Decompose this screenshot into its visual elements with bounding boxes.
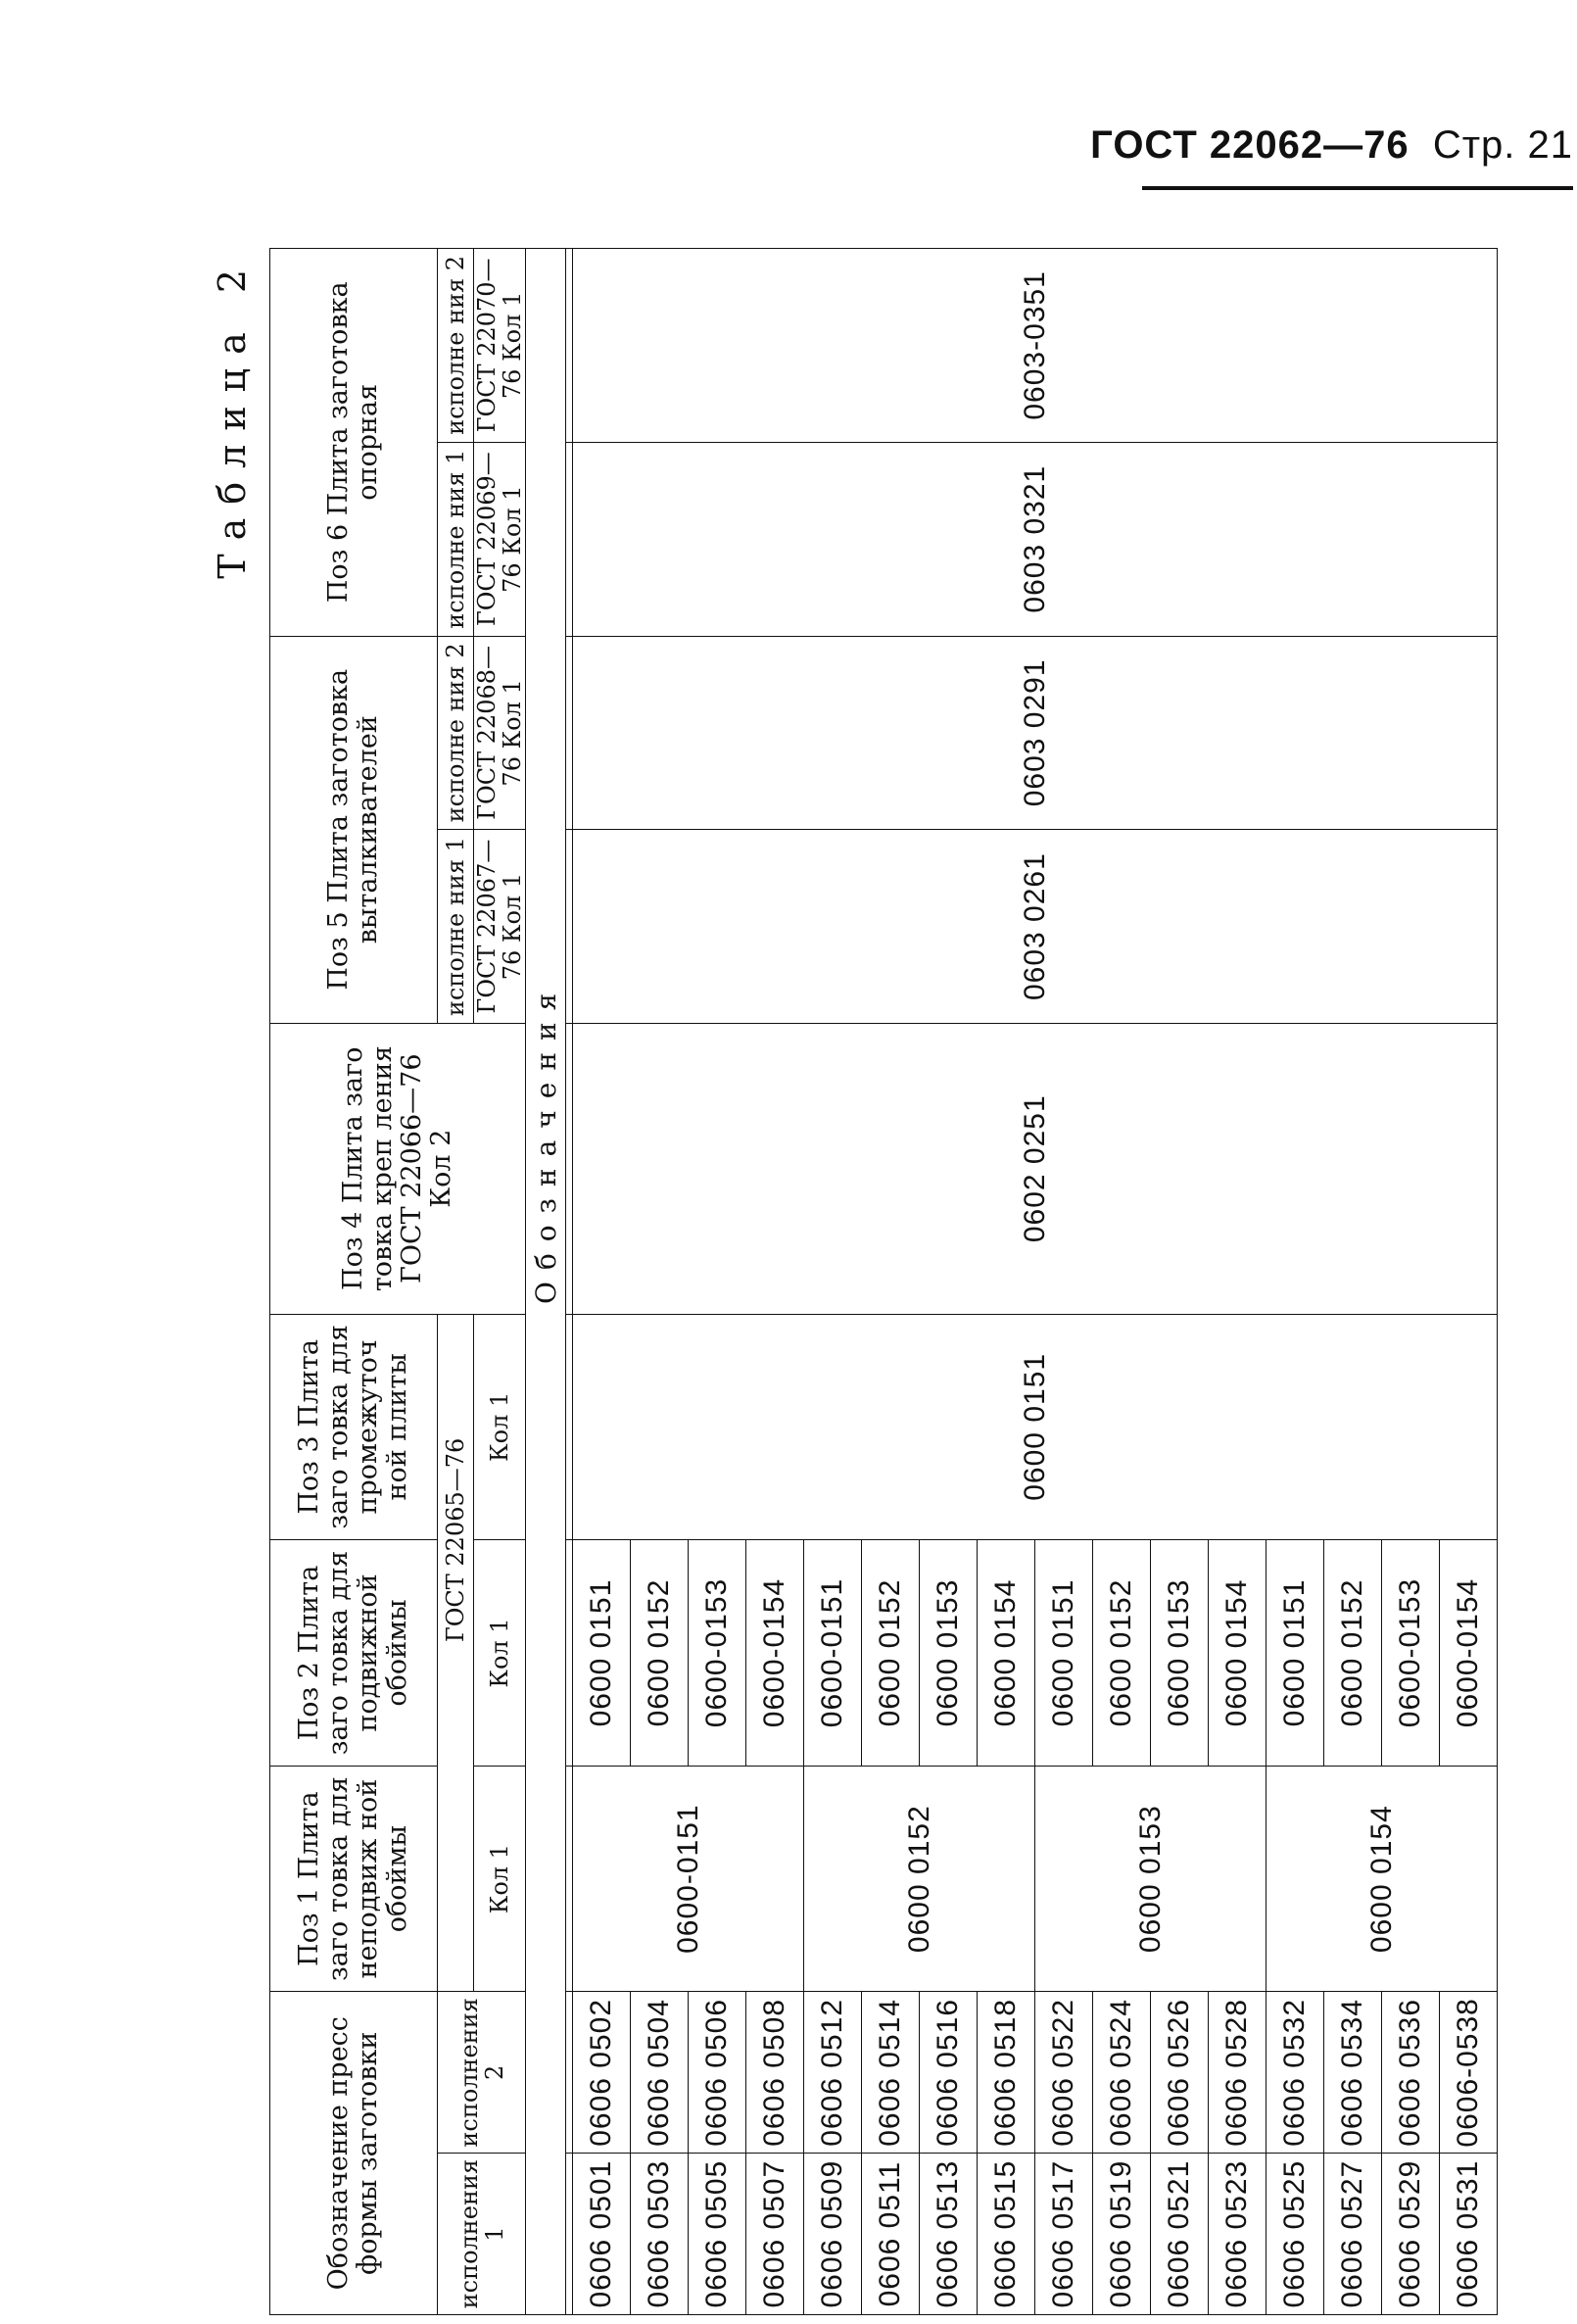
pos1-group-cell: 0600 0153 bbox=[1035, 1766, 1266, 1992]
table-body bbox=[566, 249, 1498, 2315]
gost-22065-header: ГОСТ 22065—76 bbox=[438, 1314, 474, 1766]
pos5-isp2-shared-cell: 0603 0291 bbox=[573, 636, 1498, 830]
exec1-cell: 0606 0519 bbox=[1093, 2154, 1151, 2315]
exec2-header: исполнения 2 bbox=[438, 1992, 526, 2154]
pos6-isp1-gost: ГОСТ 22069—76 Кол 1 bbox=[474, 442, 526, 636]
pos2-cell: 0600-0151 bbox=[804, 1540, 862, 1767]
press-form-header: Обозначение пресс формы заготовки bbox=[270, 1992, 438, 2315]
pos2-cell: 0600-0153 bbox=[1382, 1540, 1440, 1767]
pos2-cell: 0600-0153 bbox=[689, 1540, 746, 1767]
exec1-header: исполнения 1 bbox=[438, 2154, 526, 2315]
exec1-cell: 0606 0531 bbox=[1440, 2154, 1498, 2315]
pos6-isp2-shared-cell: 0603-0351 bbox=[573, 249, 1498, 443]
pos3-shared-cell: 0600 0151 bbox=[573, 1314, 1498, 1540]
exec2-cell: 0606 0506 bbox=[689, 1992, 746, 2154]
exec2-cell: 0606 0516 bbox=[920, 1992, 978, 2154]
oboznacheniya-label: Обозначения bbox=[526, 249, 566, 1315]
pos4-shared-cell: 0602 0251 bbox=[573, 1023, 1498, 1314]
pos1-gost-empty bbox=[438, 1766, 474, 1992]
exec2-cell: 0606 0532 bbox=[1266, 1992, 1324, 2154]
exec2-cell: 0606 0512 bbox=[804, 1992, 862, 2154]
exec2-cell: 0606 0504 bbox=[631, 1992, 689, 2154]
pos2-cell: 0600 0151 bbox=[1266, 1540, 1324, 1767]
exec1-cell: 0606 0513 bbox=[920, 2154, 978, 2315]
pos1-group-cell: 0600 0154 bbox=[1266, 1766, 1498, 1992]
exec2-cell: 0606 0528 bbox=[1209, 1992, 1266, 2154]
exec2-cell: 0606-0538 bbox=[1440, 1992, 1498, 2154]
pos2-cell: 0600 0152 bbox=[1324, 1540, 1382, 1767]
header-rule bbox=[1142, 186, 1573, 190]
pos1-header: Поз 1 Плита заго товка для неподвиж ной обоймы bbox=[270, 1766, 438, 1992]
pos3-header: Поз 3 Плита заго товка для промежуточ ной плиты bbox=[270, 1314, 438, 1540]
pos3-kol: Кол 1 bbox=[474, 1314, 526, 1540]
exec1-cell: 0606 0517 bbox=[1035, 2154, 1093, 2315]
pos2-cell: 0600 0152 bbox=[862, 1540, 920, 1767]
pos6-isp2-gost: ГОСТ 22070—76 Кол 1 bbox=[474, 249, 526, 443]
pos2-cell: 0600 0152 bbox=[1093, 1540, 1151, 1767]
pos2-kol: Кол 1 bbox=[474, 1540, 526, 1767]
pos5-header: Поз 5 Плита заготовка выталкивателей bbox=[270, 636, 438, 1023]
exec2-cell: 0606 0536 bbox=[1382, 1992, 1440, 2154]
pos2-cell: 0600 0153 bbox=[920, 1540, 978, 1767]
exec1-cell: 0606 0509 bbox=[804, 2154, 862, 2315]
table-title: Таблица 2 bbox=[211, 256, 254, 579]
page-number: Стр. 21 bbox=[1432, 123, 1573, 167]
rotated-table-wrapper bbox=[211, 228, 1562, 2315]
exec1-cell: 0606 0523 bbox=[1209, 2154, 1266, 2315]
double-rule-row bbox=[566, 249, 573, 2315]
pos6-isp1-header: исполне ния 1 bbox=[438, 442, 474, 636]
exec1-cell: 0606 0501 bbox=[573, 2154, 631, 2315]
exec1-cell: 0606 0515 bbox=[978, 2154, 1035, 2315]
pos5-isp2-header: исполне ния 2 bbox=[438, 636, 474, 830]
pos2-cell: 0600 0154 bbox=[1209, 1540, 1266, 1767]
pos2-cell: 0600-0154 bbox=[1440, 1540, 1498, 1767]
pos5-isp1-header: исполне ния 1 bbox=[438, 830, 474, 1024]
exec1-cell: 0606 0521 bbox=[1151, 2154, 1209, 2315]
pos1-kol: Кол 1 bbox=[474, 1766, 526, 1992]
pos2-cell: 0600 0151 bbox=[573, 1540, 631, 1767]
pos6-header: Поз 6 Плита заготовка опорная bbox=[270, 249, 438, 637]
pos2-cell: 0600 0154 bbox=[978, 1540, 1035, 1767]
pos2-cell: 0600 0152 bbox=[631, 1540, 689, 1767]
pos5-isp1-gost: ГОСТ 22067—76 Кол 1 bbox=[474, 830, 526, 1024]
pos6-isp2-header: исполне ния 2 bbox=[438, 249, 474, 443]
exec2-cell: 0606 0514 bbox=[862, 1992, 920, 2154]
pos2-cell: 0600-0154 bbox=[746, 1540, 804, 1767]
exec1-cell: 0606 0503 bbox=[631, 2154, 689, 2315]
pos4-header: Поз 4 Плита заго товка креп ления ГОСТ 22066—76 Кол 2 bbox=[270, 1023, 526, 1314]
table-row bbox=[573, 249, 631, 2315]
pos2-cell: 0600 0153 bbox=[1151, 1540, 1209, 1767]
pos2-cell: 0600 0151 bbox=[1035, 1540, 1093, 1767]
exec2-cell: 0606 0508 bbox=[746, 1992, 804, 2154]
exec1-cell: 0606 0525 bbox=[1266, 2154, 1324, 2315]
page-header bbox=[1090, 123, 1573, 208]
pos2-header: Поз 2 Плита заго товка для подвижной обоймы bbox=[270, 1540, 438, 1767]
exec2-cell: 0606 0522 bbox=[1035, 1992, 1093, 2154]
pos6-isp1-shared-cell: 0603 0321 bbox=[573, 442, 1498, 636]
pos5-isp1-shared-cell: 0603 0261 bbox=[573, 830, 1498, 1024]
oboz-empty bbox=[526, 1314, 566, 2314]
exec1-cell: 0606 0527 bbox=[1324, 2154, 1382, 2315]
exec1-cell: 0606 0505 bbox=[689, 2154, 746, 2315]
exec2-cell: 0606 0524 bbox=[1093, 1992, 1151, 2154]
header-text bbox=[1090, 123, 1573, 168]
pos5-isp2-gost: ГОСТ 22068—76 Кол 1 bbox=[474, 636, 526, 830]
pos1-group-cell: 0600 0152 bbox=[804, 1766, 1035, 1992]
exec1-cell: 0606 0507 bbox=[746, 2154, 804, 2315]
standard-number: ГОСТ 22062—76 bbox=[1090, 123, 1410, 167]
exec2-cell: 0606 0502 bbox=[573, 1992, 631, 2154]
exec2-cell: 0606 0526 bbox=[1151, 1992, 1209, 2154]
pos1-group-cell: 0600-0151 bbox=[573, 1766, 804, 1992]
exec1-cell: 0606 0511 bbox=[862, 2154, 920, 2315]
exec2-cell: 0606 0534 bbox=[1324, 1992, 1382, 2154]
exec1-cell: 0606 0529 bbox=[1382, 2154, 1440, 2315]
exec2-cell: 0606 0518 bbox=[978, 1992, 1035, 2154]
main-table bbox=[269, 248, 1498, 2315]
